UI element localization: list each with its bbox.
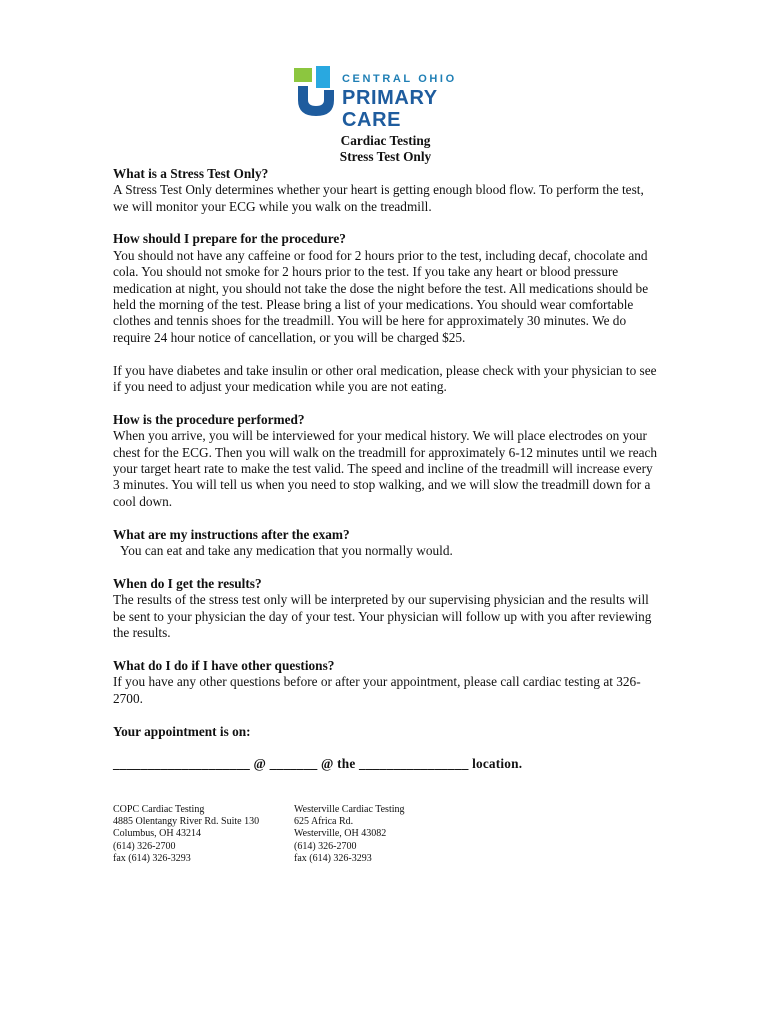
location-westerville xyxy=(294,804,405,865)
location-address: 625 Africa Rd. xyxy=(294,816,354,828)
logo-line-central-ohio: CENTRAL OHIO xyxy=(342,73,457,85)
question-other: What do I do if I have other questions? xyxy=(113,657,335,673)
answer-prepare-diabetes: If you have diabetes and take insulin or other oral medication, please check with your physician to see if you need to adjust your medication while you are not eating. xyxy=(113,362,657,395)
copc-logo-mark-icon xyxy=(294,66,340,118)
location-name: Westerville Cardiac Testing xyxy=(294,804,405,815)
location-city: Westerville, OH 43082 xyxy=(294,828,387,840)
question-prepare: How should I prepare for the procedure? xyxy=(113,231,346,247)
location-phone: (614) 326-2700 xyxy=(294,840,357,852)
location-phone: (614) 326-2700 xyxy=(113,840,176,852)
question-results: When do I get the results? xyxy=(113,575,262,591)
appointment-fill-line: ____________________ @ _______ @ the ________________ location. xyxy=(113,756,523,772)
location-copc xyxy=(113,804,259,865)
question-performed: How is the procedure performed? xyxy=(113,411,305,427)
answer-prepare: You should not have any caffeine or food for 2 hours prior to the test, including decaf, chocolate and cola. You should not smoke for 2 hours prior to the test. If you take any heart or blood pressure medication at night, you should not take the dose the night before the test. All medications should be held the morning of the test. Please bring a list of your medications. You should wear comfortable clothes and tennis shoes for the treadmill. You will be here for approximately 30 minutes. We do require 24 hour notice of cancellation, or you will be charged $25. xyxy=(113,247,649,345)
location-fax: fax (614) 326-3293 xyxy=(294,852,372,864)
answer-what-is: A Stress Test Only determines whether your heart is getting enough blood flow. To perform the test, we will monitor your ECG while you walk on the treadmill. xyxy=(113,182,644,214)
logo-line-primary-care: PRIMARY CARE xyxy=(342,87,438,131)
appointment-label: Your appointment is on: xyxy=(113,723,251,739)
answer-after: You can eat and take any medication that you normally would. xyxy=(120,543,453,559)
question-after: What are my instructions after the exam? xyxy=(113,526,350,542)
copc-logo xyxy=(294,66,494,131)
answer-other: If you have any other questions before or after your appointment, please call cardiac testing at 326-2700. xyxy=(113,674,641,706)
location-name: COPC Cardiac Testing xyxy=(113,804,205,815)
question-what-is: What is a Stress Test Only? xyxy=(113,165,269,181)
document-body xyxy=(113,133,658,773)
answer-results: The results of the stress test only will be interpreted by our supervising physician and the results will be sent to your physician the day of your test. Your physician will follow up with you after reviewing the results. xyxy=(113,592,652,641)
answer-performed: When you arrive, you will be interviewed for your medical history. We will place electrodes on your chest for the ECG. Then you will walk on the treadmill for approximately 6-12 minutes until we reach your target heart rate to make the test valid. The speed and incline of the treadmill will increase every 3 minutes. You will tell us when you need to stop walking, and we will slow the treadmill down for a cool down. xyxy=(113,428,658,509)
location-fax: fax (614) 326-3293 xyxy=(113,852,191,864)
location-address: 4885 Olentangy River Rd. Suite 130 xyxy=(113,816,260,828)
location-city: Columbus, OH 43214 xyxy=(113,828,202,840)
doc-title: Cardiac Testing xyxy=(340,133,431,148)
doc-subtitle: Stress Test Only xyxy=(339,149,432,165)
